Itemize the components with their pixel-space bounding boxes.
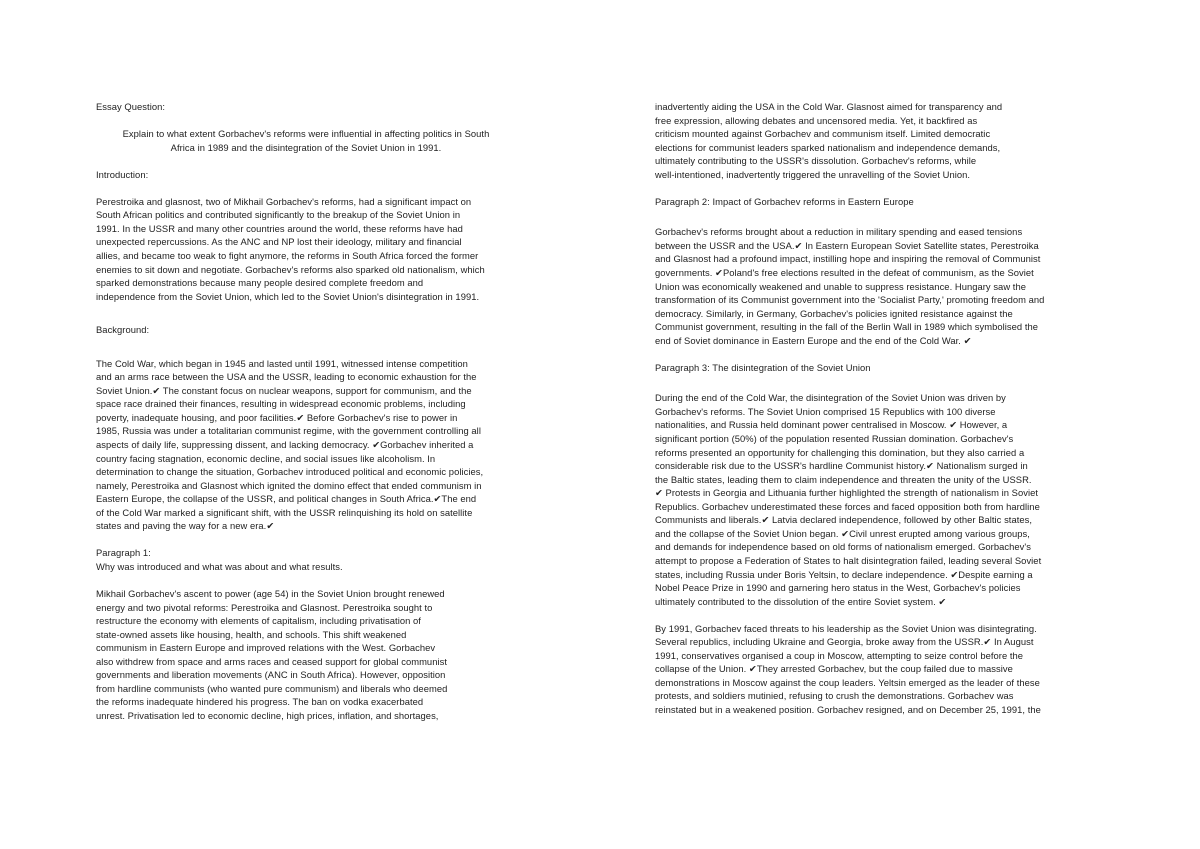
paragraph1-heading: Paragraph 1: xyxy=(96,547,151,559)
text-line: Nobel Peace Prize in 1990 and garnering hero status in the West, Gorbachev's policies xyxy=(655,582,1021,594)
text-line: By 1991, Gorbachev faced threats to his leadership as the Soviet Union was disintegrating. xyxy=(655,622,1037,634)
text-line: independence from the Soviet Union, which led to the Soviet Union's disintegration in 1991. xyxy=(96,290,480,302)
paragraph1-continued xyxy=(655,100,1070,181)
text-line: end of Soviet dominance in Eastern Europe and the end of the Cold War. ✔ xyxy=(655,334,972,346)
text-line: and Glasnost had a profound impact, instilling hope and inspiring the removal of Communist xyxy=(655,253,1041,265)
text-line: considerable risk due to the USSR's hardline Communist history.✔ Nationalism surged in xyxy=(655,460,1028,472)
text-line: states and paving the way for a new era.✔ xyxy=(96,520,275,532)
text-line: country facing stagnation, economic decline, and social issues like alcoholism. In xyxy=(96,452,436,464)
text-line: unrest. Privatisation led to economic decline, high prices, inflation, and shortages, xyxy=(96,709,439,721)
text-line: Mikhail Gorbachev's ascent to power (age 54) in the Soviet Union brought renewed xyxy=(96,588,445,600)
text-line: During the end of the Cold War, the disintegration of the Soviet Union was driven by xyxy=(655,392,1006,404)
text-line: enemies to sit down and negotiate. Gorbachev's reforms also sparked old nationalism, which xyxy=(96,263,485,275)
essay-heading: Essay Question: xyxy=(96,101,166,112)
text-line: Republics. Gorbachev underestimated these forces and faced opposition both from hardline xyxy=(655,500,1040,512)
text-line: between the USSR and the USA.✔ In Eastern European Soviet Satellite states, Perestroika xyxy=(655,239,1039,251)
text-line: inadvertently aiding the USA in the Cold War. Glasnost aimed for transparency and xyxy=(655,101,1003,112)
text-line: from hardline communists (who wanted pure communism) and liberals who deemed xyxy=(96,682,448,694)
text-line: ultimately contributing to the USSR's dissolution. Gorbachev's reforms, while xyxy=(655,155,977,167)
text-line: Eastern Europe, the collapse of the USSR, and political changes in South Africa.✔The end xyxy=(96,493,477,505)
text-line: restructure the economy with elements of capitalism, including privatisation of xyxy=(96,615,421,627)
paragraph1-subheading: Why was introduced and what was about and what results. xyxy=(96,560,343,572)
text-line: the reforms inadequate hindered his progress. The ban on vodka exacerbated xyxy=(96,696,424,708)
text-line: demonstrations in Moscow against the coup leaders. Yeltsin emerged as the leader of these xyxy=(655,676,1040,688)
text-line: 1991. In the USSR and many other countries around the world, these reforms have had xyxy=(96,222,463,234)
text-line: and an arms race between the USA and the USSR, leading to economic exhaustion for the xyxy=(96,371,477,383)
text-line: reforms presented an opportunity for challenging this domination, but they also carried a xyxy=(655,446,1025,458)
text-line: and the collapse of the Soviet Union began. ✔Civil unrest erupted among various groups, xyxy=(655,527,1030,539)
text-line: ultimately contributed to the dissolution of the entire Soviet system. ✔ xyxy=(655,595,947,607)
text-line: attempt to propose a Federation of States to halt disintegration failed, leading several Soviet xyxy=(655,554,1042,566)
text-line: collapse of the Union. ✔They arrested Gorbachev, but the coup failed due to massive xyxy=(655,663,1013,675)
text-line: sparked demonstrations because many people desired complete freedom and xyxy=(96,277,424,289)
paragraph3-heading: Paragraph 3: The disintegration of the Soviet Union xyxy=(655,361,871,373)
paragraph3-body xyxy=(655,391,1070,608)
intro-heading: Introduction: xyxy=(96,168,149,180)
text-line: space race drained their finances, resulting in widespread economic problems, including xyxy=(96,398,466,410)
text-line: governments. ✔Poland's free elections resulted in the defeat of communism, as the Soviet xyxy=(655,267,1034,279)
text-line: aspects of daily life, suppressing dissent, and lacking democracy. ✔Gorbachev inherited a xyxy=(96,439,474,451)
text-line: reinstated but in a weakened position. Gorbachev resigned, and on December 25, 1991, the xyxy=(655,703,1041,715)
text-line: state-owned assets like housing, health, and schools. This shift weakened xyxy=(96,628,407,640)
text-line: and demands for independence based on old forms of nationalism emerged. Gorbachev's xyxy=(655,541,1031,553)
text-line: protests, and soldiers mutinied, refusing to crush the demonstrations. Gorbachev was xyxy=(655,690,1014,702)
paragraph2-body xyxy=(655,225,1070,347)
paragraph2-heading: Paragraph 2: Impact of Gorbachev reforms in Eastern Europe xyxy=(655,195,914,207)
text-line: of the Cold War marked a significant shift, with the USSR relinquishing its hold on satellite xyxy=(96,506,473,518)
text-line: elections for communist leaders sparked nationalism and independence demands, xyxy=(655,141,1001,153)
question-line: Africa in 1989 and the disintegration of the Soviet Union in 1991. xyxy=(170,141,442,153)
text-line: Several republics, including Ukraine and Georgia, broke away from the USSR.✔ In August xyxy=(655,636,1034,648)
text-line: well-intentioned, inadvertently triggered the unravelling of the Soviet Union. xyxy=(655,168,971,180)
text-line: communism in Eastern Europe and improved relations with the West. Gorbachev xyxy=(96,642,436,654)
page-right xyxy=(655,100,1070,717)
text-line: Communists and liberals.✔ Latvia declared independence, followed by other Baltic states, xyxy=(655,514,1033,526)
text-line: Gorbachev's reforms brought about a reduction in military spending and eased tensions xyxy=(655,226,1023,238)
text-line: governments and liberation movements (ANC in South Africa). However, opposition xyxy=(96,669,446,681)
text-line: unexpected repercussions. As the ANC and NP lost their ideology, military and financial xyxy=(96,236,462,248)
text-line: allies, and became too weak to fight anymore, the reforms in South Africa forced the former xyxy=(96,250,479,262)
text-line: transformation of its Communist government into the 'Socialist Party,' promoting freedom and xyxy=(655,294,1045,306)
text-line: determination to change the situation, Gorbachev introduced political and economic policies, xyxy=(96,466,484,478)
text-line: namely, Perestroika and Glasnost which ignited the domino effect that ended communism in xyxy=(96,479,482,491)
text-line: 1991, conservatives organised a coup in Moscow, attempting to seize control before the xyxy=(655,649,1024,661)
text-line: significant portion (50%) of the population resented Russian domination. Gorbachev's xyxy=(655,433,1014,445)
paragraph1-body xyxy=(96,587,516,722)
question-line: Explain to what extent Gorbachev's reforms were influential in affecting politics in South xyxy=(122,128,490,140)
text-line: Perestroika and glasnost, two of Mikhail Gorbachev's reforms, had a significant impact on xyxy=(96,195,472,207)
text-line: criticism mounted against Gorbachev and communism itself. Limited democratic xyxy=(655,128,991,140)
text-line: nationalities, and Russia held dominant power centralised in Moscow. ✔ However, a xyxy=(655,419,1008,431)
background-heading: Background: xyxy=(96,324,150,336)
text-line: ✔ Protests in Georgia and Lithuania further highlighted the strength of nationalism in Soviet xyxy=(655,487,1039,499)
text-line: energy and two pivotal reforms: Perestroika and Glasnost. Perestroika sought to xyxy=(96,601,433,613)
text-line: poverty, inadequate housing, and poor facilities.✔ Before Gorbachev's rise to power in xyxy=(96,411,458,423)
page-left xyxy=(96,100,516,723)
text-line: free expression, allowing debates and uncensored media. Yet, it backfired as xyxy=(655,114,978,126)
text-line: the Baltic states, leading them to claim independence and threaten the unity of the USSR. xyxy=(655,473,1032,485)
intro-paragraph xyxy=(96,195,516,303)
text-line: South African politics and contributed significantly to the breakup of the Soviet Union in xyxy=(96,209,461,221)
text-line: Communist government, resulting in the fall of the Berlin Wall in 1989 which symbolised the xyxy=(655,321,1039,333)
text-line: also withdrew from space and arms races and ceased support for global communist xyxy=(96,655,447,667)
text-line: democracy. Similarly, in Germany, Gorbachev's policies ignited resistance against the xyxy=(655,307,1013,319)
text-line: Gorbachev's reforms. The Soviet Union comprised 15 Republics with 100 diverse xyxy=(655,405,996,417)
text-line: The Cold War, which began in 1945 and lasted until 1991, witnessed intense competition xyxy=(96,357,468,369)
text-line: 1985, Russia was under a totalitarian communist regime, with the government controlling all xyxy=(96,425,481,437)
text-line: states, including Russia under Boris Yeltsin, to declare independence. ✔Despite earning a xyxy=(655,568,1033,580)
background-paragraph xyxy=(96,357,516,533)
text-line: Soviet Union.✔ The constant focus on nuclear weapons, support for communism, and the xyxy=(96,384,472,396)
paragraph4-body xyxy=(655,622,1070,717)
text-line: Union was economically weakened and unable to suppress resistance. Hungary saw the xyxy=(655,280,1026,292)
